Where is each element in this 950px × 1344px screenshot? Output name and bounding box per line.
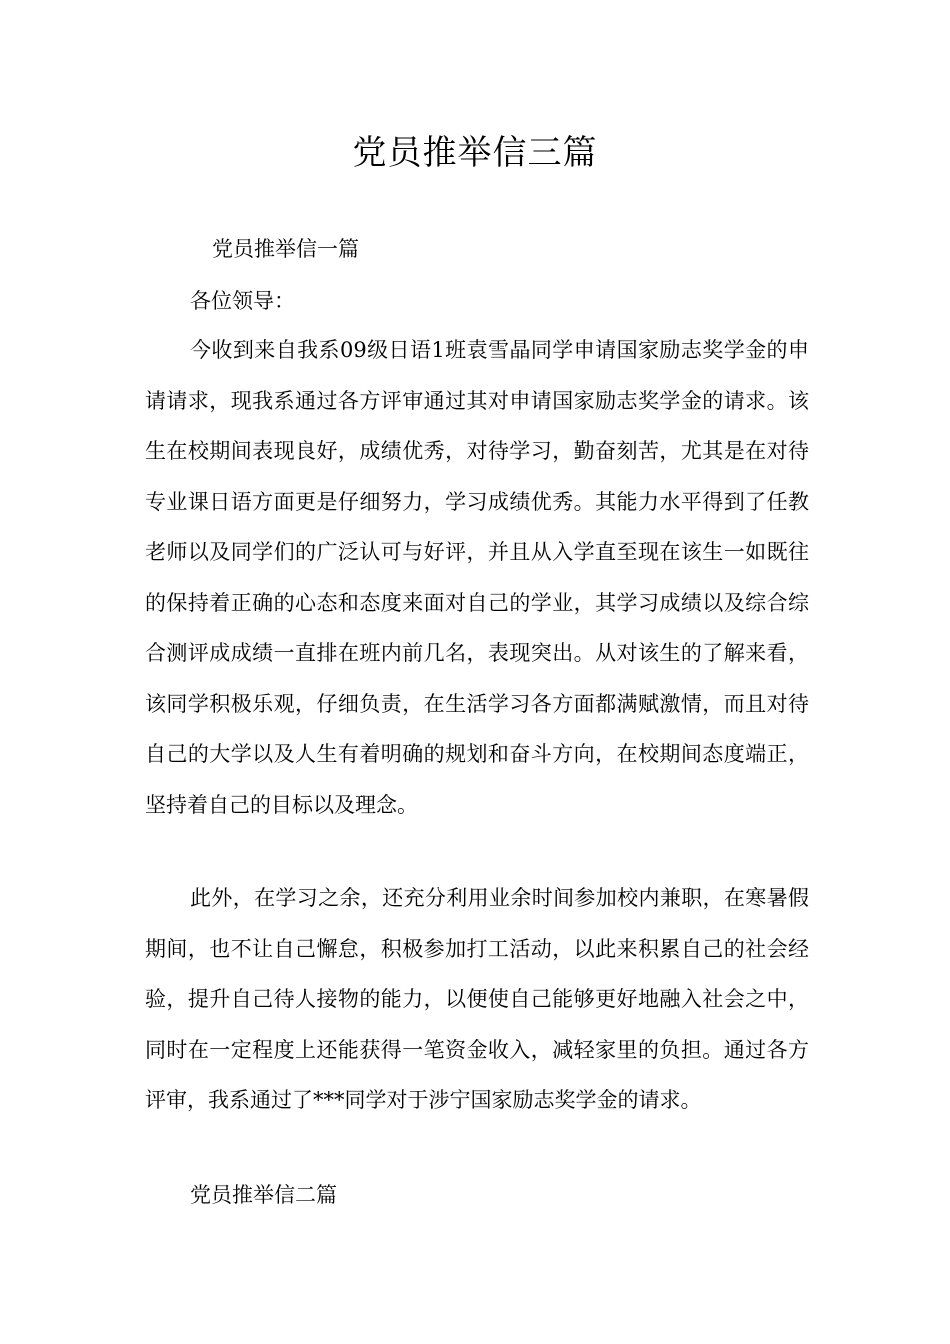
- section-heading-2: 党员推举信二篇: [190, 1183, 337, 1207]
- document-title: 党员推举信三篇: [352, 133, 598, 173]
- body-paragraph-2: 此外，在学习之余，还充分利用业余时间参加校内兼职，在寒暑假期间，也不让自己懈怠，积极参加打工活动，以此来积累自己的社会经验，提升自己待人接物的能力，以便使自己能够更好地融入社会之中，同时在一定程度上还能获得一笔资金收入，减轻家里的负担。通过各方评审，我系通过了***同学对于涉宁国家励志奖学金的请求。: [145, 886, 809, 1112]
- body-paragraph-1: 今收到来自我系09级日语1班袁雪晶同学申请国家励志奖学金的申请请求，现我系通过各方评审通过其对申请国家励志奖学金的请求。该生在校期间表现良好，成绩优秀，对待学习，勤奋刻苦，尤其是在对待专业课日语方面更是仔细努力，学习成绩优秀。其能力水平得到了任教老师以及同学们的广泛认可与好评，并且从入学直至现在该生一如既往的保持着正确的心态和态度来面对自己的学业，其学习成绩以及综合综合测评成成绩一直排在班内前几名，表现突出。从对该生的了解来看，该同学积极乐观，仔细负责，在生活学习各方面都满赋激情，而且对待自己的大学以及人生有着明确的规划和奋斗方向，在校期间态度端正，坚持着自己的目标以及理念。: [145, 338, 809, 817]
- salutation: 各位领导：: [190, 289, 295, 313]
- section-heading-1: 党员推举信一篇: [212, 237, 359, 261]
